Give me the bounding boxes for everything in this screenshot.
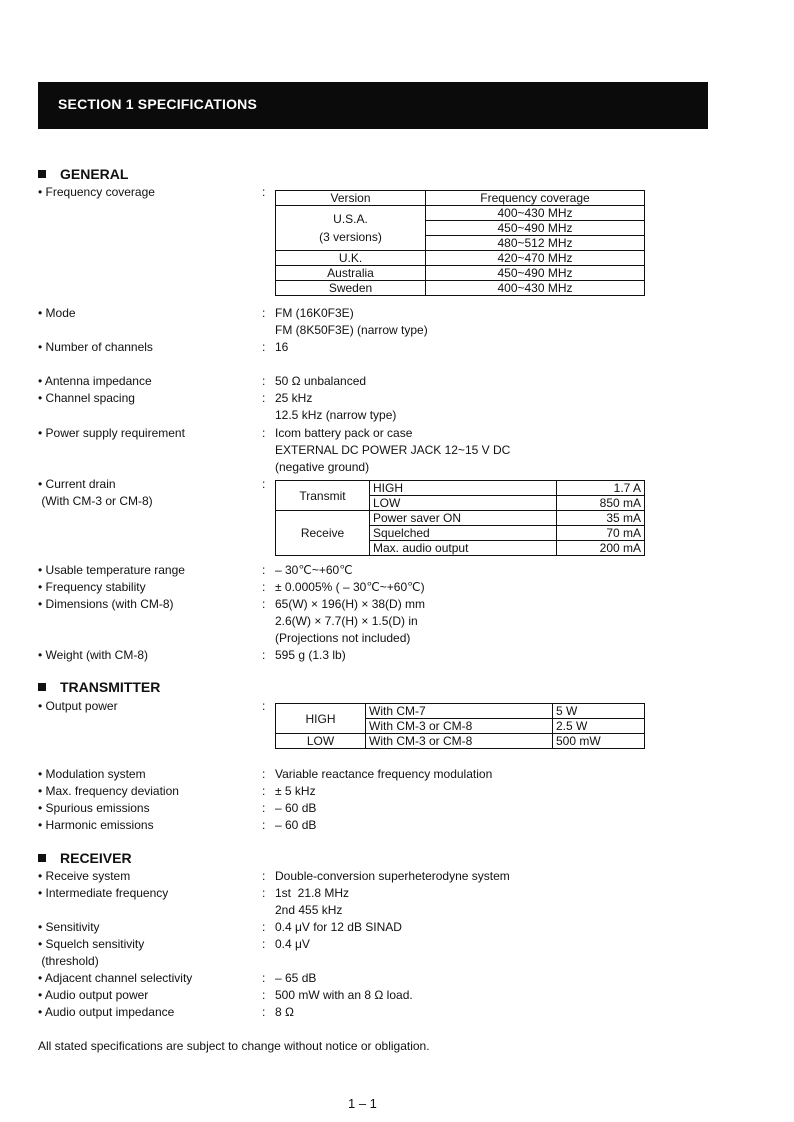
colon: : <box>262 185 266 199</box>
if-label: • Intermediate frequency <box>38 886 169 900</box>
frequency-table <box>275 190 645 296</box>
transmitter-heading: TRANSMITTER <box>38 679 160 695</box>
table-cell: 850 mA <box>557 496 645 511</box>
temp-label: • Usable temperature range <box>38 563 185 577</box>
spacing-label: • Channel spacing <box>38 391 135 405</box>
version-usa: U.S.A. (3 versions) <box>276 206 426 251</box>
dimensions-value: 2.6(W) × 7.7(H) × 1.5(D) in <box>275 614 418 628</box>
antenna-label: • Antenna impedance <box>38 374 152 388</box>
table-cell: With CM-3 or CM-8 <box>366 734 553 749</box>
audio-impedance-value: 8 Ω <box>275 1005 294 1019</box>
colon: : <box>262 767 266 781</box>
receive-cell: Receive <box>276 511 370 556</box>
audio-power-value: 500 mW with an 8 Ω load. <box>275 988 413 1002</box>
audio-power-label: • Audio output power <box>38 988 149 1002</box>
output-label: • Output power <box>38 699 118 713</box>
sensitivity-label: • Sensitivity <box>38 920 100 934</box>
footer-note: All stated specifications are subject to change without notice or obligation. <box>38 1039 430 1053</box>
power-value: Icom battery pack or case <box>275 426 413 440</box>
colon: : <box>262 426 266 440</box>
square-bullet-icon <box>38 854 46 862</box>
low-cell: LOW <box>276 734 366 749</box>
stability-value: ± 0.0005% ( – 30℃~+60℃) <box>275 580 425 594</box>
table-cell: 450~490 MHz <box>426 221 645 236</box>
table-cell: HIGH <box>370 481 557 496</box>
adjacent-label: • Adjacent channel selectivity <box>38 971 193 985</box>
drain-label: • Current drain <box>38 477 116 491</box>
spacing-value: 25 kHz <box>275 391 313 405</box>
colon: : <box>262 648 266 662</box>
table-cell: Sweden <box>276 281 426 296</box>
freq-label: • Frequency coverage <box>38 185 155 199</box>
audio-impedance-label: • Audio output impedance <box>38 1005 175 1019</box>
mode-value: FM (8K50F3E) (narrow type) <box>275 323 428 337</box>
colon: : <box>262 477 266 491</box>
colon: : <box>262 801 266 815</box>
temp-value: – 30℃~+60℃ <box>275 563 353 577</box>
channels-value: 16 <box>275 340 289 354</box>
table-cell: 70 mA <box>557 526 645 541</box>
colon: : <box>262 818 266 832</box>
colon: : <box>262 699 266 713</box>
drain-sublabel: (With CM-3 or CM-8) <box>38 494 153 508</box>
channels-label: • Number of channels <box>38 340 153 354</box>
table-cell: Squelched <box>370 526 557 541</box>
deviation-value: ± 5 kHz <box>275 784 316 798</box>
deviation-label: • Max. frequency deviation <box>38 784 179 798</box>
table-cell: U.K. <box>276 251 426 266</box>
power-label: • Power supply requirement <box>38 426 185 440</box>
dimensions-label: • Dimensions (with CM-8) <box>38 597 174 611</box>
colon: : <box>262 597 266 611</box>
table-cell: 480~512 MHz <box>426 236 645 251</box>
colon: : <box>262 580 266 594</box>
stability-label: • Frequency stability <box>38 580 146 594</box>
colon: : <box>262 563 266 577</box>
if-value: 1st 21.8 MHz <box>275 886 350 900</box>
table-cell: 450~490 MHz <box>426 266 645 281</box>
square-bullet-icon <box>38 683 46 691</box>
colon: : <box>262 869 266 883</box>
table-cell: Max. audio output <box>370 541 557 556</box>
page-number: 1 – 1 <box>348 1096 377 1111</box>
current-drain-table <box>275 480 645 556</box>
mode-label: • Mode <box>38 306 76 320</box>
table-header: Version <box>276 191 426 206</box>
colon: : <box>262 340 266 354</box>
receive-system-label: • Receive system <box>38 869 131 883</box>
weight-label: • Weight (with CM-8) <box>38 648 148 662</box>
table-cell: 400~430 MHz <box>426 281 645 296</box>
if-value: 2nd 455 kHz <box>275 903 343 917</box>
antenna-value: 50 Ω unbalanced <box>275 374 367 388</box>
power-value: EXTERNAL DC POWER JACK 12~15 V DC <box>275 443 511 457</box>
table-cell: With CM-7 <box>366 704 553 719</box>
dimensions-value: (Projections not included) <box>275 631 411 645</box>
spacing-value: 12.5 kHz (narrow type) <box>275 408 397 422</box>
table-cell: 5 W <box>553 704 645 719</box>
sensitivity-value: 0.4 μV for 12 dB SINAD <box>275 920 402 934</box>
high-cell: HIGH <box>276 704 366 734</box>
harmonic-label: • Harmonic emissions <box>38 818 154 832</box>
table-header: Frequency coverage <box>426 191 645 206</box>
mode-value: FM (16K0F3E) <box>275 306 354 320</box>
table-cell: 35 mA <box>557 511 645 526</box>
colon: : <box>262 920 266 934</box>
colon: : <box>262 306 266 320</box>
section-header-banner <box>38 82 708 129</box>
table-cell: 400~430 MHz <box>426 206 645 221</box>
colon: : <box>262 374 266 388</box>
colon: : <box>262 886 266 900</box>
squelch-label: • Squelch sensitivity <box>38 937 145 951</box>
colon: : <box>262 1005 266 1019</box>
spurious-value: – 60 dB <box>275 801 317 815</box>
power-value: (negative ground) <box>275 460 370 474</box>
square-bullet-icon <box>38 170 46 178</box>
table-cell: 2.5 W <box>553 719 645 734</box>
spurious-label: • Spurious emissions <box>38 801 150 815</box>
table-cell: LOW <box>370 496 557 511</box>
modulation-label: • Modulation system <box>38 767 146 781</box>
transmit-cell: Transmit <box>276 481 370 511</box>
table-cell: 500 mW <box>553 734 645 749</box>
receive-system-value: Double-conversion superheterodyne system <box>275 869 510 883</box>
colon: : <box>262 937 266 951</box>
section-title: SECTION 1 SPECIFICATIONS <box>58 96 258 112</box>
general-heading: GENERAL <box>38 166 128 182</box>
weight-value: 595 g (1.3 lb) <box>275 648 346 662</box>
dimensions-value: 65(W) × 196(H) × 38(D) mm <box>275 597 426 611</box>
modulation-value: Variable reactance frequency modulation <box>275 767 493 781</box>
table-cell: 200 mA <box>557 541 645 556</box>
colon: : <box>262 784 266 798</box>
colon: : <box>262 391 266 405</box>
colon: : <box>262 988 266 1002</box>
table-cell: With CM-3 or CM-8 <box>366 719 553 734</box>
harmonic-value: – 60 dB <box>275 818 317 832</box>
receiver-heading: RECEIVER <box>38 850 132 866</box>
colon: : <box>262 971 266 985</box>
squelch-sublabel: (threshold) <box>38 954 99 968</box>
table-cell: Australia <box>276 266 426 281</box>
table-cell: Power saver ON <box>370 511 557 526</box>
table-cell: 420~470 MHz <box>426 251 645 266</box>
adjacent-value: – 65 dB <box>275 971 317 985</box>
squelch-value: 0.4 μV <box>275 937 310 951</box>
output-power-table <box>275 703 645 749</box>
table-cell: 1.7 A <box>557 481 645 496</box>
